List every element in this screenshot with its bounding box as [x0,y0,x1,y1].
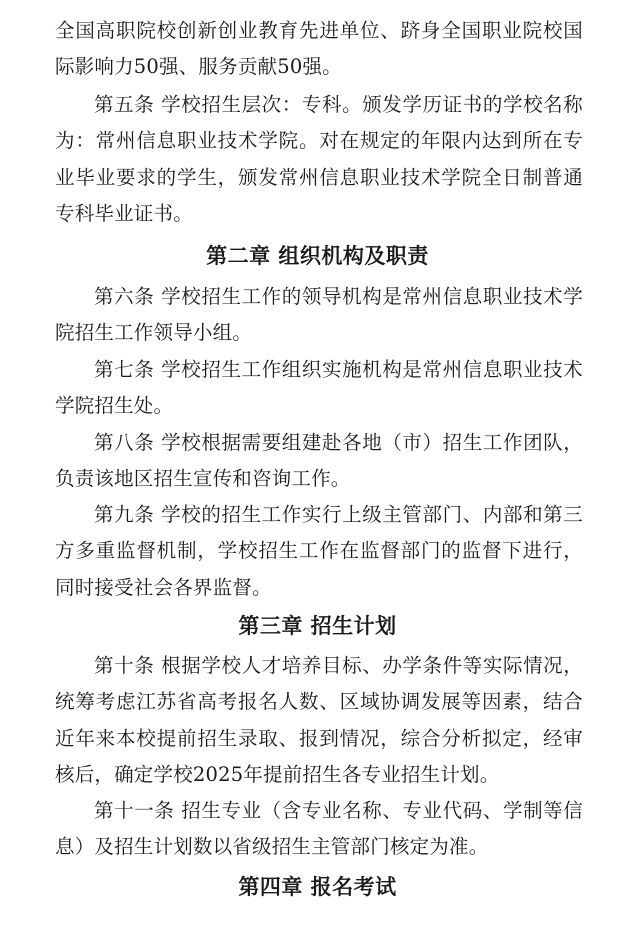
article-7: 第七条 学校招生工作组织实施机构是常州信息职业技术学院招生处。 [55,358,583,418]
article-9: 第九条 学校的招生工作实行上级主管部门、内部和第三方多重监督机制，学校招生工作在监督部门的监督下进行，同时接受社会各界监督。 [55,503,583,599]
article-6: 第六条 学校招生工作的领导机构是常州信息职业技术学院招生工作领导小组。 [55,285,583,345]
chapter-3-heading: 第三章 招生计划 [238,614,397,638]
article-8: 第八条 学校根据需要组建赴各地（市）招生工作团队，负责该地区招生宣传和咨询工作。 [55,431,583,491]
chapter-4-heading: 第四章 报名考试 [238,875,397,899]
paragraph-continued: 全国高职院校创新创业教育先进单位、跻身全国职业院校国际影响力50强、服务贡献50强。 [55,19,583,79]
article-5: 第五条 学校招生层次：专科。颁发学历证书的学校名称为：常州信息职业技术学院。对在规定的年限内达到所在专业毕业要求的学生，颁发常州信息职业技术学院全日制普通专科毕业证书。 [55,93,583,225]
article-11: 第十一条 招生专业（含专业名称、专业代码、学制等信息）及招生计划数以省级招生主管部门核定为准。 [55,799,583,859]
chapter-2-heading: 第二章 组织机构及职责 [206,244,429,268]
article-10: 第十条 根据学校人才培养目标、办学条件等实际情况，统筹考虑江苏省高考报名人数、区域协调发展等因素，结合近年来本校提前招生录取、报到情况，综合分析拟定，经审核后，确定学校2025年提前招生各专业招生计划。 [55,654,583,786]
